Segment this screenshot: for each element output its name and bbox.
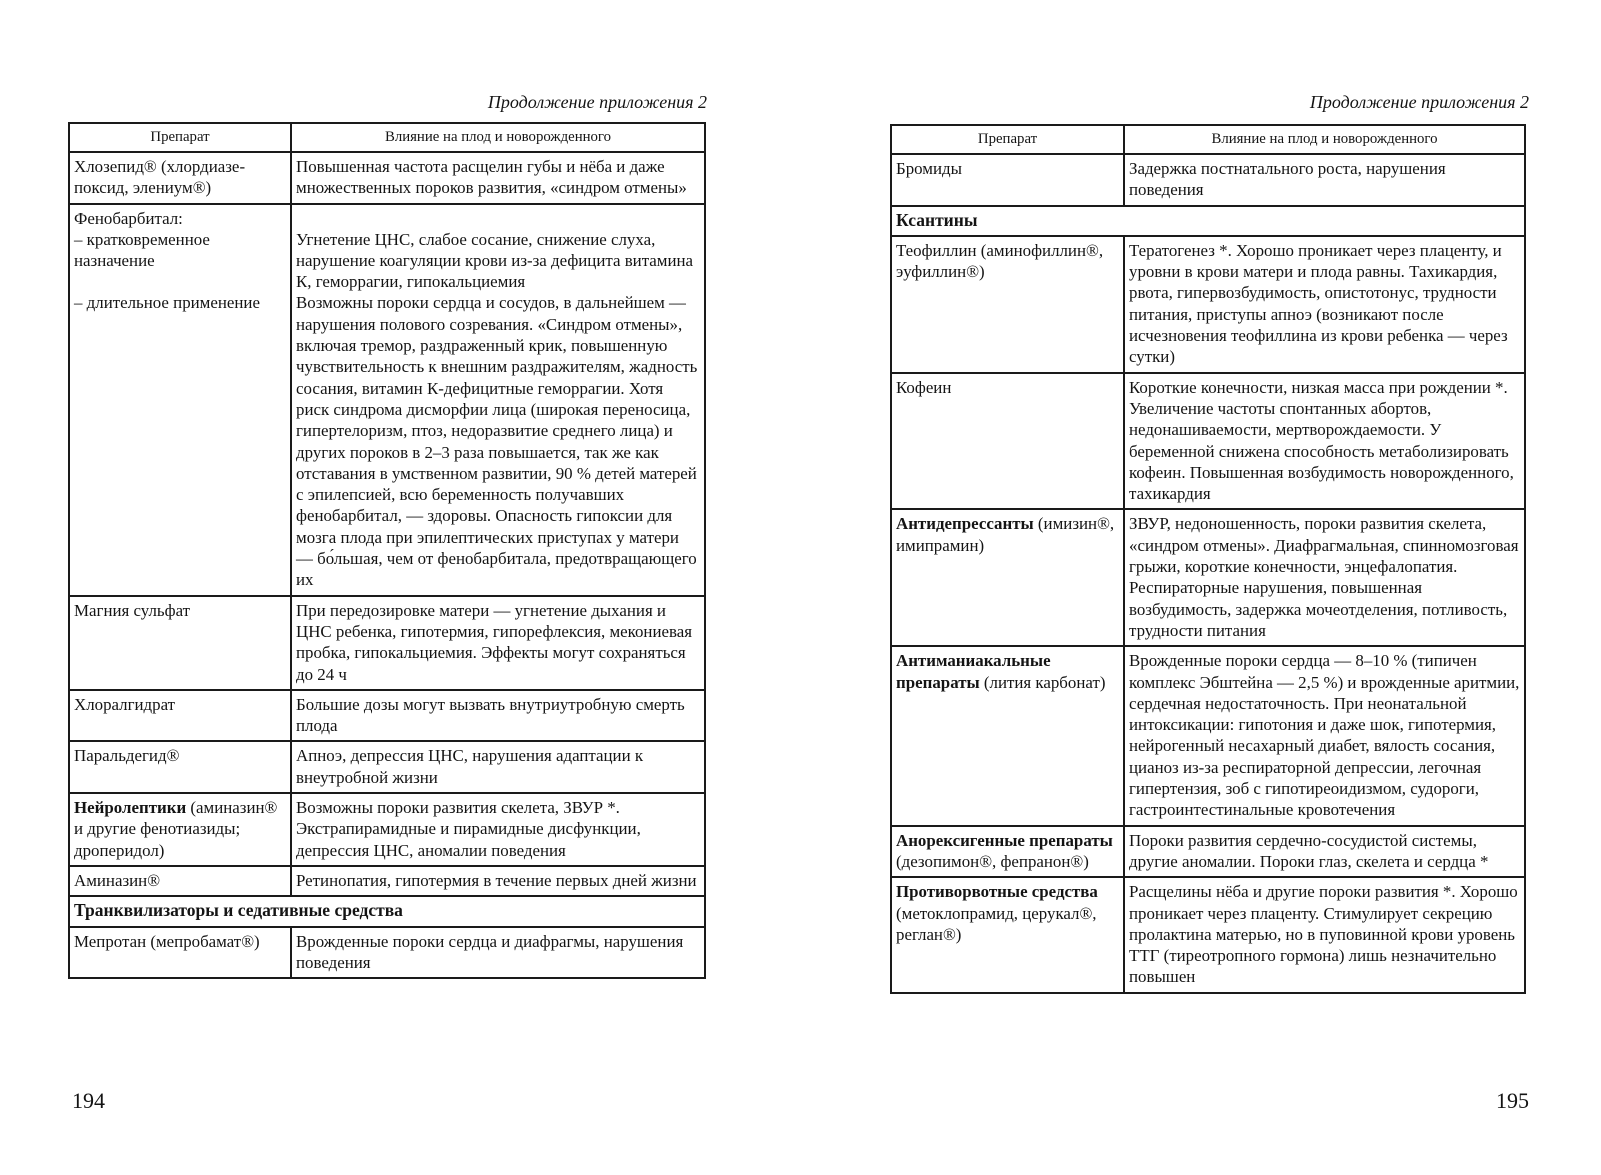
drug-cell: Магния сульфат: [69, 596, 291, 690]
effect-cell: Короткие конечности, низкая масса при рождении *. Увеличение частоты спонтанных абортов, недонашиваемости, мертворождаемости. У беременной снижена способность метаболизировать кофеин. Повышенная возбудимость новорожденного, тахикардия: [1124, 373, 1525, 510]
table-row: [891, 877, 1525, 992]
effect-cell: Ретинопатия, гипотермия в течение первых дней жизни: [291, 866, 705, 896]
effect-cell: Пороки развития сердечно-сосудистой системы, другие аномалии. Пороки глаз, скелета и сердца *: [1124, 826, 1525, 878]
drug-cell: Хлозепид® (хлордиазепоксид, элениум®): [69, 152, 291, 204]
table-row: [69, 741, 705, 793]
table-row: [69, 596, 705, 690]
column-header-drug: Препарат: [69, 123, 291, 152]
drug-cell: [891, 509, 1124, 646]
table-row: [891, 373, 1525, 510]
table-row: [891, 646, 1525, 825]
table-row: [69, 152, 705, 204]
drug-effects-table: [68, 122, 706, 979]
drug-cell: [891, 877, 1124, 992]
drug-cell: Теофиллин (аминофиллин®, эуфиллин®): [891, 236, 1124, 373]
drug-examples: (дезопимон®, фепранон®): [896, 851, 1089, 871]
group-header-row: [891, 206, 1525, 236]
effect-cell: Врожденные пороки сердца — 8–10 % (типичен комплекс Эбштейна — 2,5 %) и врожденные аритмии, сердечная недостаточность. При неонатальной интоксикации: гипотония и даже шок, гипотермия, нейрогенный несахарный диабет, вялость сосания, цианоз из-за респираторной депрессии, легочная гипертензия, зоб с гипотиреоидизмом, судороги, гастроинтестинальные кровотечения: [1124, 646, 1525, 825]
drug-examples: (лития карбонат): [979, 672, 1106, 692]
table-row: [891, 509, 1525, 646]
table-row: [69, 690, 705, 742]
drug-group-name: Антидепрессанты: [896, 514, 1034, 534]
spacer: [296, 208, 700, 229]
table-header-row: [891, 125, 1525, 154]
page-number: 195: [1496, 1088, 1529, 1113]
drug-effects-table: [890, 124, 1526, 994]
effect-cell: Апноэ, депрессия ЦНС, нарушения адаптации к внеутробной жизни: [291, 741, 705, 793]
effect-cell: Задержка постнатального роста, нарушения поведения: [1124, 154, 1525, 206]
drug-examples: (метоклопрамид, церукал®, реглан®): [896, 903, 1097, 944]
table-row: [891, 826, 1525, 878]
effect-cell: ЗВУР, недоношенность, пороки развития скелета, «синдром отмены». Диафрагмальная, спинномозговая грыжи, короткие конечности, энцефалопатия. Респираторные нарушения, повышенная возбудимость, задержка мочеотделения, потливость, трудности питания: [1124, 509, 1525, 646]
effect-cell: При передозировке матери — угнетение дыхания и ЦНС ребенка, гипотермия, гипорефлексия, мекониевая пробка, гипокальциемия. Эффекты могут сохраняться до 24 ч: [291, 596, 705, 690]
drug-cell: Хлоралгидрат: [69, 690, 291, 742]
drug-cell: Паральдегид®: [69, 741, 291, 793]
column-header-drug: Препарат: [891, 125, 1124, 154]
drug-examples: (имизин®, имипрамин): [896, 514, 1115, 555]
drug-cell: [891, 826, 1124, 878]
drug-group-name: Противорвотные средства: [896, 882, 1098, 902]
drug-subitem: – длительное применение: [74, 293, 260, 313]
table-row: [69, 927, 705, 979]
drug-examples: (аминазин® и другие фенотиазиды; дроперидол): [74, 798, 278, 860]
right-page: [890, 0, 1535, 1175]
drug-cell: [69, 204, 291, 596]
left-page: [68, 0, 713, 1175]
drug-cell: Аминазин®: [69, 866, 291, 896]
table-row: [891, 236, 1525, 373]
drug-group-name: Нейролептики: [74, 798, 187, 818]
drug-cell: [69, 793, 291, 866]
table-row: [891, 154, 1525, 206]
drug-cell: [891, 646, 1124, 825]
effect-subitem: Возможны пороки сердца и сосудов, в дальнейшем — нарушения полового созревания. «Синдром отмены», включая тремор, раздраженный крик, повышенную чувствительность к внешним раздражителям, жадность сосания, витамин К-дефицитные геморрагии. Хотя риск синдрома дисморфии лица (широкая переносица, гипертелоризм, птоз, недоразвитие среднего лица) и других пороков в 2–3 раза повышается, так же как отставания в умственном развитии, 90 % детей матерей с эпилепсией, всю беременность получавших фенобарбитал, — здоровы. Опасность гипоксии для мозга плода при эпилептических приступах у матери — бо́льшая, чем от фенобарбитала, предотвращающего их: [296, 293, 698, 590]
column-header-effect: Влияние на плод и новорожденного: [291, 123, 705, 152]
effect-cell: Врожденные пороки сердца и диафрагмы, нарушения поведения: [291, 927, 705, 979]
effect-cell: Большие дозы могут вызвать внутриутробную смерть плода: [291, 690, 705, 742]
running-head: Продолжение приложения 2: [487, 92, 707, 112]
drug-cell: Мепротан (мепробамат®): [69, 927, 291, 979]
drug-group-name: Антиманиакальные препараты: [896, 651, 1051, 692]
page-number: 194: [72, 1088, 105, 1113]
drug-subitem: – кратковременное назначение: [74, 229, 210, 271]
spacer: [74, 271, 286, 292]
group-title: Транквилизаторы и седативные средства: [69, 896, 705, 926]
drug-group-name: Анорексигенные препараты: [896, 830, 1113, 850]
table-row: [69, 204, 705, 596]
effect-cell: [291, 204, 705, 596]
table-row: [69, 793, 705, 866]
group-title: Ксантины: [891, 206, 1525, 236]
group-header-row: [69, 896, 705, 926]
drug-title: Фенобарбитал:: [74, 208, 183, 228]
effect-cell: Расщелины нёба и другие пороки развития *. Хорошо проникает через плаценту. Стимулирует секрецию пролактина матерью, но в пуповинной крови уровень ТТГ (тиреотропного гормона) лишь незначительно повышен: [1124, 877, 1525, 992]
effect-cell: Тератогенез *. Хорошо проникает через плаценту, и уровни в крови матери и плода равны. Тахикардия, рвота, гипервозбудимость, опистотонус, трудности питания, приступы апноэ (возникают после исчезновения теофиллина из крови ребенка — через сутки): [1124, 236, 1525, 373]
effect-subitem: Угнетение ЦНС, слабое сосание, снижение слуха, нарушение коагуляции крови из-за дефицита витамина К, геморрагии, гипокальциемия: [296, 229, 694, 292]
drug-cell: Кофеин: [891, 373, 1124, 510]
running-head: Продолжение приложения 2: [1309, 92, 1529, 112]
drug-cell: Бромиды: [891, 154, 1124, 206]
table-row: [69, 866, 705, 896]
table-header-row: [69, 123, 705, 152]
effect-cell: Повышенная частота расщелин губы и нёба и даже множественных пороков развития, «синдром отмены»: [291, 152, 705, 204]
column-header-effect: Влияние на плод и новорожденного: [1124, 125, 1525, 154]
effect-cell: Возможны пороки развития скелета, ЗВУР *. Экстрапирамидные и пирамидные дисфункции, депрессия ЦНС, аномалии поведения: [291, 793, 705, 866]
